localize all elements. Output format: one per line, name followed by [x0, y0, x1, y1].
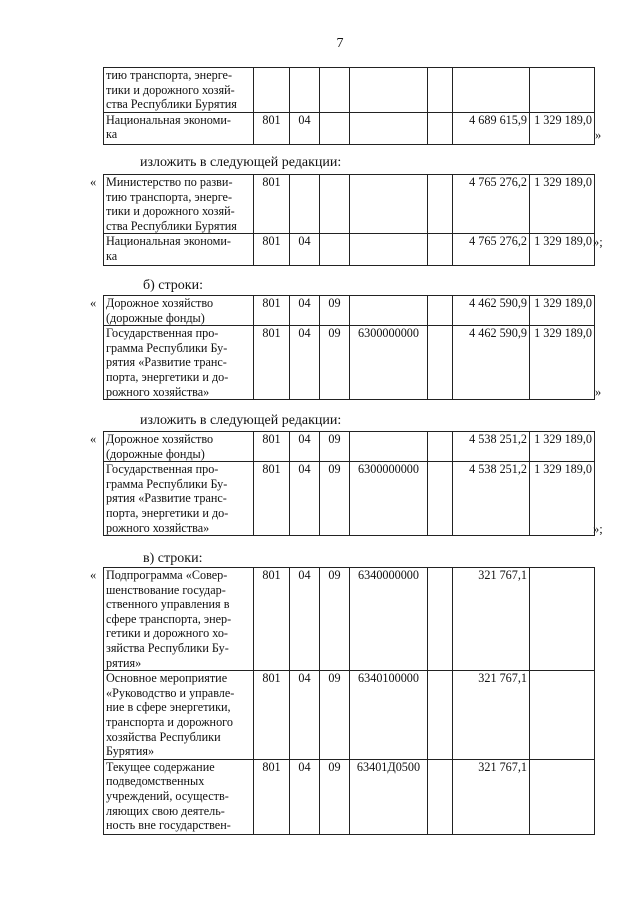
- cell-pr: 09: [320, 671, 350, 760]
- cell-sum2: 1 329 189,0: [530, 296, 595, 326]
- cell-vr: [428, 759, 453, 834]
- cell-csr: 6300000000: [350, 326, 428, 400]
- cell-sum1: 321 767,1: [453, 568, 530, 671]
- cell-rz: 04: [290, 568, 320, 671]
- cell-ved: [254, 68, 290, 113]
- cell-ved: 801: [254, 112, 290, 144]
- cell-rz: 04: [290, 462, 320, 536]
- cell-sum1: 4 462 590,9: [453, 326, 530, 400]
- cell-pr: 09: [320, 462, 350, 536]
- cell-pr: 09: [320, 326, 350, 400]
- table-new-ministry: [103, 174, 595, 266]
- cell-name: Национальная экономи- ка: [104, 234, 254, 266]
- cell-vr: [428, 462, 453, 536]
- cell-sum1: 4 538 251,2: [453, 462, 530, 536]
- heading-b-rows: б) строки:: [143, 278, 203, 293]
- cell-vr: [428, 671, 453, 760]
- close-quote: »: [595, 128, 602, 142]
- cell-csr: [350, 432, 428, 462]
- cell-name: Подпрограмма «Совер- шенствование государ- ственного управления в сфере транспорта, энер- гетики и дорожного хо- зяйства Республики Бу- рятия»: [104, 568, 254, 671]
- cell-sum1: 321 767,1: [453, 671, 530, 760]
- open-quote: «: [90, 432, 97, 446]
- cell-name: Текущее содержание подведомственных учреждений, осуществ- ляющих свою деятель- ность вне государствен-: [104, 759, 254, 834]
- cell-vr: [428, 175, 453, 234]
- cell-vr: [428, 326, 453, 400]
- table-new-roads: [103, 431, 595, 536]
- open-quote: «: [90, 568, 97, 582]
- cell-vr: [428, 112, 453, 144]
- page-number: 7: [336, 36, 344, 51]
- cell-ved: 801: [254, 234, 290, 266]
- cell-pr: 09: [320, 296, 350, 326]
- table-row: [104, 462, 595, 536]
- cell-pr: 09: [320, 759, 350, 834]
- cell-ved: 801: [254, 432, 290, 462]
- cell-sum1: 321 767,1: [453, 759, 530, 834]
- open-quote: «: [90, 175, 97, 189]
- cell-rz: 04: [290, 326, 320, 400]
- cell-rz: 04: [290, 296, 320, 326]
- heading-new-edition: изложить в следующей редакции:: [140, 155, 342, 170]
- cell-csr: 6300000000: [350, 462, 428, 536]
- cell-pr: 09: [320, 568, 350, 671]
- cell-csr: 63401Д0500: [350, 759, 428, 834]
- cell-vr: [428, 568, 453, 671]
- cell-sum2: 1 329 189,0: [530, 432, 595, 462]
- cell-pr: 09: [320, 432, 350, 462]
- table-row: [104, 326, 595, 400]
- table-row: [104, 234, 595, 266]
- open-quote: «: [90, 296, 97, 310]
- cell-ved: 801: [254, 759, 290, 834]
- cell-sum2: 1 329 189,0: [530, 175, 595, 234]
- heading-new-edition: изложить в следующей редакции:: [140, 413, 342, 428]
- table-row: [104, 432, 595, 462]
- cell-vr: [428, 296, 453, 326]
- cell-csr: [350, 68, 428, 113]
- cell-name: Государственная про- грамма Республики Бу- рятия «Развитие транс- порта, энергетики и до- рожного хозяйства»: [104, 326, 254, 400]
- cell-name: Национальная экономи- ка: [104, 112, 254, 144]
- cell-csr: 6340000000: [350, 568, 428, 671]
- cell-sum2: [530, 671, 595, 760]
- cell-csr: [350, 234, 428, 266]
- cell-ved: 801: [254, 568, 290, 671]
- cell-vr: [428, 432, 453, 462]
- cell-sum2: [530, 568, 595, 671]
- cell-rz: 04: [290, 759, 320, 834]
- cell-csr: [350, 175, 428, 234]
- cell-sum1: 4 538 251,2: [453, 432, 530, 462]
- cell-sum2: [530, 759, 595, 834]
- table-old-ministry: [103, 67, 595, 145]
- cell-sum1: 4 765 276,2: [453, 234, 530, 266]
- cell-sum1: [453, 68, 530, 113]
- table-row: [104, 296, 595, 326]
- cell-sum1: 4 765 276,2: [453, 175, 530, 234]
- cell-csr: 6340100000: [350, 671, 428, 760]
- table-row: [104, 671, 595, 760]
- table-row: [104, 112, 595, 144]
- cell-name: Государственная про- грамма Республики Бу- рятия «Развитие транс- порта, энергетики и до- рожного хозяйства»: [104, 462, 254, 536]
- cell-name: Дорожное хозяйство (дорожные фонды): [104, 432, 254, 462]
- cell-sum1: 4 462 590,9: [453, 296, 530, 326]
- table-row: [104, 68, 595, 113]
- table-old-roads: [103, 295, 595, 400]
- cell-sum2: 1 329 189,0: [530, 112, 595, 144]
- cell-pr: [320, 234, 350, 266]
- cell-csr: [350, 296, 428, 326]
- cell-sum2: [530, 68, 595, 113]
- cell-sum2: 1 329 189,0: [530, 462, 595, 536]
- cell-pr: [320, 112, 350, 144]
- heading-v-rows: в) строки:: [143, 551, 203, 566]
- cell-ved: 801: [254, 175, 290, 234]
- cell-ved: 801: [254, 296, 290, 326]
- table-old-subprogram: [103, 567, 595, 835]
- close-quote: »: [595, 385, 602, 399]
- table-row: [104, 759, 595, 834]
- table-row: [104, 175, 595, 234]
- cell-name: Основное мероприятие «Руководство и управле- ние в сфере энергетики, транспорта и дорожного хозяйства Республики Бурятия»: [104, 671, 254, 760]
- cell-sum1: 4 689 615,9: [453, 112, 530, 144]
- cell-sum2: 1 329 189,0: [530, 234, 595, 266]
- cell-ved: 801: [254, 326, 290, 400]
- cell-rz: 04: [290, 234, 320, 266]
- cell-vr: [428, 234, 453, 266]
- cell-csr: [350, 112, 428, 144]
- cell-rz: 04: [290, 112, 320, 144]
- close-quote: »;: [593, 235, 603, 249]
- cell-pr: [320, 68, 350, 113]
- cell-rz: 04: [290, 671, 320, 760]
- cell-vr: [428, 68, 453, 113]
- cell-sum2: 1 329 189,0: [530, 326, 595, 400]
- cell-rz: 04: [290, 432, 320, 462]
- cell-name: тию транспорта, энерге- тики и дорожного хозяй- ства Республики Бурятия: [104, 68, 254, 113]
- cell-pr: [320, 175, 350, 234]
- cell-rz: [290, 68, 320, 113]
- cell-ved: 801: [254, 671, 290, 760]
- cell-name: Министерство по разви- тию транспорта, энерге- тики и дорожного хозяй- ства Республики Бурятия: [104, 175, 254, 234]
- cell-name: Дорожное хозяйство (дорожные фонды): [104, 296, 254, 326]
- cell-ved: 801: [254, 462, 290, 536]
- cell-rz: [290, 175, 320, 234]
- close-quote: »;: [593, 522, 603, 536]
- table-row: [104, 568, 595, 671]
